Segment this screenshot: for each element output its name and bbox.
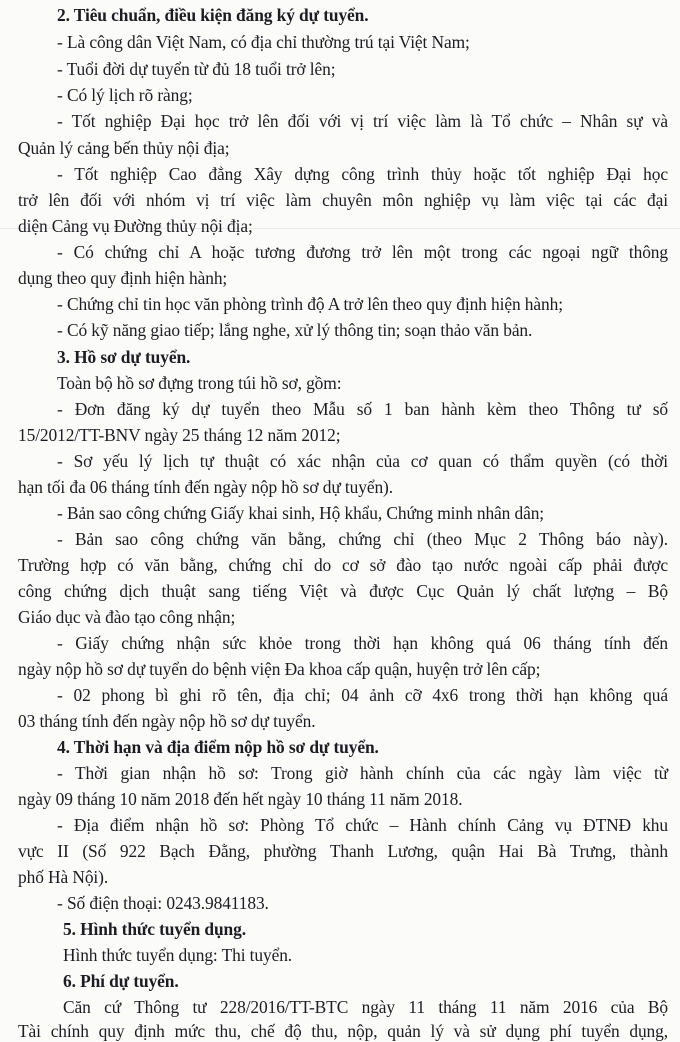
text-line: hạn tối đa 06 tháng tính đến ngày nộp hồ sơ dự tuyển). bbox=[18, 477, 393, 497]
text-line: Tài chính quy định mức thu, chế độ thu, nộp, quản lý và sử dụng phí tuyển dụng, bbox=[18, 1021, 668, 1041]
text-line: Quản lý cảng bến thủy nội địa; bbox=[18, 138, 230, 158]
text-line: diện Cảng vụ Đường thủy nội địa; bbox=[18, 216, 253, 236]
text-line: Giáo dục và đào tạo công nhận; bbox=[18, 607, 236, 627]
text-line: - Có chứng chỉ A hoặc tương đương trở lên một trong các ngoại ngữ thông bbox=[57, 242, 668, 262]
section-heading: 2. Tiêu chuẩn, điều kiện đăng ký dự tuyển. bbox=[57, 5, 369, 25]
text-line: Hình thức tuyển dụng: Thi tuyển. bbox=[63, 945, 293, 965]
text-line: 03 tháng tính đến ngày nộp hồ sơ dự tuyển. bbox=[18, 711, 316, 731]
text-line: - Bản sao công chứng văn bằng, chứng chỉ (theo Mục 2 Thông báo này). bbox=[57, 529, 668, 549]
text-line: - Tốt nghiệp Đại học trở lên đối với vị trí việc làm là Tổ chức – Nhân sự và bbox=[57, 111, 668, 131]
text-line: - Địa điểm nhận hồ sơ: Phòng Tổ chức – Hành chính Cảng vụ ĐTNĐ khu bbox=[57, 815, 668, 835]
text-line: Toàn bộ hồ sơ đựng trong túi hồ sơ, gồm: bbox=[57, 373, 342, 393]
text-line: dụng theo quy định hiện hành; bbox=[18, 268, 228, 288]
text-line: phố Hà Nội). bbox=[18, 867, 109, 887]
text-line: - Có lý lịch rõ ràng; bbox=[57, 85, 193, 105]
text-line: ngày 09 tháng 10 năm 2018 đến hết ngày 10 tháng 11 năm 2018. bbox=[18, 789, 463, 809]
text-line: Căn cứ Thông tư 228/2016/TT-BTC ngày 11 tháng 11 năm 2016 của Bộ bbox=[63, 997, 668, 1017]
text-line: 15/2012/TT-BNV ngày 25 tháng 12 năm 2012; bbox=[18, 425, 341, 445]
text-line: trở lên đối với nhóm vị trí việc làm chuyên môn nghiệp vụ làm việc tại các đại bbox=[18, 190, 668, 210]
text-line: vực II (Số 922 Bạch Đằng, phường Thanh Lương, quận Hai Bà Trưng, thành bbox=[18, 841, 668, 861]
text-line: Trường hợp có văn bằng, chứng chỉ do cơ sở đào tạo nước ngoài cấp phải được bbox=[18, 555, 668, 575]
section-heading: 5. Hình thức tuyển dụng. bbox=[63, 919, 246, 939]
text-line: - Thời gian nhận hồ sơ: Trong giờ hành chính của các ngày làm việc từ bbox=[57, 763, 668, 783]
text-line: công chứng dịch thuật sang tiếng Việt và được Cục Quản lý chất lượng – Bộ bbox=[18, 581, 668, 601]
text-line: - Tuổi đời dự tuyển từ đủ 18 tuổi trở lên; bbox=[57, 59, 336, 79]
text-line: - Đơn đăng ký dự tuyển theo Mẫu số 1 ban hành kèm theo Thông tư số bbox=[57, 399, 668, 419]
section-heading: 4. Thời hạn và địa điểm nộp hồ sơ dự tuyển. bbox=[57, 737, 379, 757]
section-heading: 3. Hồ sơ dự tuyển. bbox=[57, 347, 191, 367]
text-line: - Có kỹ năng giao tiếp; lắng nghe, xử lý thông tin; soạn thảo văn bản. bbox=[57, 320, 533, 340]
text-line: - 02 phong bì ghi rõ tên, địa chỉ; 04 ảnh cỡ 4x6 trong thời hạn không quá bbox=[57, 685, 668, 705]
section-heading: 6. Phí dự tuyển. bbox=[63, 971, 179, 991]
text-line: - Sơ yếu lý lịch tự thuật có xác nhận của cơ quan có thẩm quyền (có thời bbox=[57, 451, 668, 471]
text-line: - Chứng chỉ tin học văn phòng trình độ A trở lên theo quy định hiện hành; bbox=[57, 294, 563, 314]
text-line: ngày nộp hồ sơ dự tuyển do bệnh viện Đa khoa cấp quận, huyện trở lên cấp; bbox=[18, 659, 541, 679]
text-line: - Giấy chứng nhận sức khỏe trong thời hạn không quá 06 tháng tính đến bbox=[57, 633, 668, 653]
text-line: - Bản sao công chứng Giấy khai sinh, Hộ khẩu, Chứng minh nhân dân; bbox=[57, 503, 545, 523]
text-line: - Số điện thoại: 0243.9841183. bbox=[57, 893, 269, 913]
text-line: - Là công dân Việt Nam, có địa chỉ thường trú tại Việt Nam; bbox=[57, 32, 470, 52]
text-line: - Tốt nghiệp Cao đẳng Xây dựng công trình thủy hoặc tốt nghiệp Đại học bbox=[57, 164, 668, 184]
